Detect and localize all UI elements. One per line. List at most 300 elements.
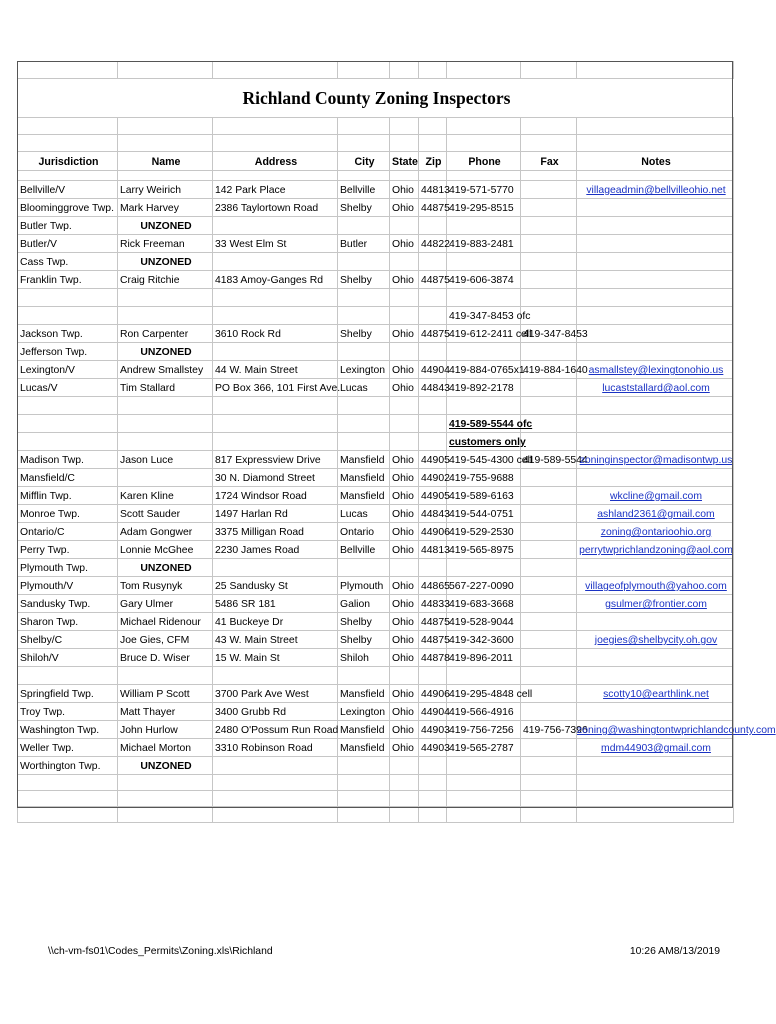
fax-cell [521,433,577,451]
unzoned-label: UNZONED [118,559,213,577]
email-link[interactable]: zoninginspector@madisontwp.us [579,455,733,466]
zip-cell [419,415,447,433]
table-row [18,523,734,541]
jurisdiction-cell: Bellville/V [18,181,118,199]
address-cell: 30 N. Diamond Street [213,469,338,487]
city-cell: Mansfield [338,487,390,505]
jurisdiction-cell: Springfield Twp. [18,685,118,703]
empty-cell [338,559,390,577]
header-fax: Fax [521,152,577,171]
empty-cell [18,775,118,791]
phone-cell: 419-892-2178 [447,379,521,397]
name-cell: Tim Stallard [118,379,213,397]
name-cell: Gary Ulmer [118,595,213,613]
city-cell: Bellville [338,541,390,559]
jurisdiction-cell: Butler/V [18,235,118,253]
empty-cell [118,289,213,307]
state-cell [390,415,419,433]
name-cell: Jason Luce [118,451,213,469]
empty-cell [521,253,577,271]
phone-cell: 419-883-2481 [447,235,521,253]
empty-cell [419,667,447,685]
zip-cell: 44813 [419,541,447,559]
empty-cell [338,253,390,271]
empty-cell [338,343,390,361]
address-cell: 1497 Harlan Rd [213,505,338,523]
empty-cell [213,343,338,361]
city-cell: Shelby [338,271,390,289]
empty-cell [118,791,213,807]
table-row [18,325,734,343]
empty-cell [338,757,390,775]
notes-cell [577,487,734,505]
unzoned-label: UNZONED [118,253,213,271]
city-cell: Mansfield [338,721,390,739]
name-cell: William P Scott [118,685,213,703]
table-row [18,217,734,235]
jurisdiction-cell: Shelby/C [18,631,118,649]
state-cell: Ohio [390,631,419,649]
header-zip: Zip [419,152,447,171]
table-row [18,271,734,289]
fax-cell [521,595,577,613]
page-title: Richland County Zoning Inspectors [18,79,734,118]
zip-cell [419,433,447,451]
city-cell: Bellville [338,181,390,199]
zip-cell: 44904 [419,361,447,379]
empty-cell [338,667,390,685]
empty-cell [118,397,213,415]
name-cell: Bruce D. Wiser [118,649,213,667]
empty-cell [390,289,419,307]
fax-cell [521,613,577,631]
address-cell [213,433,338,451]
empty-cell [213,775,338,791]
notes-cell [577,469,734,487]
address-cell: 3400 Grubb Rd [213,703,338,721]
phone-cell: 419-528-9044 [447,613,521,631]
notes-cell [577,703,734,721]
empty-cell [390,559,419,577]
zoning-inspectors-sheet [17,61,776,823]
empty-cell [521,791,577,807]
city-cell: Shelby [338,631,390,649]
spacer-row [18,171,734,181]
jurisdiction-cell: Plymouth/V [18,577,118,595]
table-row [18,541,734,559]
empty-cell [390,807,419,823]
zip-cell: 44813 [419,181,447,199]
phone-cell: 419-755-9688 [447,469,521,487]
empty-cell [419,757,447,775]
email-link[interactable]: wkcline@gmail.com [610,491,702,502]
empty-cell [521,775,577,791]
name-cell: Scott Sauder [118,505,213,523]
city-cell: Mansfield [338,685,390,703]
empty-cell [390,343,419,361]
phone-cell: 419-606-3874 [447,271,521,289]
empty-cell [419,775,447,791]
address-cell: 5486 SR 181 [213,595,338,613]
phone-cell: 419-589-6163 [447,487,521,505]
name-cell: Larry Weirich [118,181,213,199]
inspectors-table [17,61,776,823]
notes-cell [577,721,776,739]
empty-cell [521,217,577,235]
address-cell: 142 Park Place [213,181,338,199]
email-link[interactable]: villageadmin@bellvilleohio.net [586,185,726,196]
name-cell: Michael Morton [118,739,213,757]
email-link[interactable]: asmallstey@lexingtonohio.us [588,365,724,376]
empty-cell [338,289,390,307]
empty-cell [447,253,521,271]
empty-cell [419,807,447,823]
state-cell [390,307,419,325]
city-cell [338,307,390,325]
empty-cell [390,791,419,807]
jurisdiction-cell: Franklin Twp. [18,271,118,289]
phone-cell: 419-756-7256 [447,721,521,739]
notes-cell [577,739,734,757]
zip-cell: 44905 [419,451,447,469]
notes-cell [577,595,734,613]
name-cell: Ron Carpenter [118,325,213,343]
header-phone: Phone [447,152,521,171]
jurisdiction-cell: Lucas/V [18,379,118,397]
empty-cell [577,667,734,685]
fax-cell [521,181,577,199]
empty-cell [577,217,734,235]
email-link[interactable]: zoning@ontarioohio.org [600,527,712,538]
empty-cell [213,667,338,685]
empty-cell [118,807,213,823]
name-cell: Matt Thayer [118,703,213,721]
empty-cell [213,217,338,235]
jurisdiction-cell: Perry Twp. [18,541,118,559]
phone-cell: 419-295-4848 cell [447,685,521,703]
table-row [18,757,734,775]
jurisdiction-cell: Monroe Twp. [18,505,118,523]
fax-cell [521,199,577,217]
fax-cell [521,649,577,667]
address-cell: 44 W. Main Street [213,361,338,379]
state-cell: Ohio [390,505,419,523]
empty-cell [390,397,419,415]
zip-cell: 44906 [419,523,447,541]
notes-cell [577,325,734,343]
table-row [18,253,734,271]
zip-cell: 44905 [419,487,447,505]
header-row [18,152,734,171]
notes-cell [577,307,734,325]
jurisdiction-cell [18,307,118,325]
state-cell: Ohio [390,487,419,505]
state-cell: Ohio [390,577,419,595]
empty-cell [419,397,447,415]
jurisdiction-cell: Mansfield/C [18,469,118,487]
header-state: State [390,152,419,171]
fax-cell [521,541,577,559]
fax-cell: 419-347-8453 [521,325,577,343]
jurisdiction-cell: Jefferson Twp. [18,343,118,361]
address-cell: 3610 Rock Rd [213,325,338,343]
table-row [18,505,734,523]
email-link[interactable]: villageofplymouth@yahoo.com [585,581,727,592]
empty-cell [447,667,521,685]
state-cell: Ohio [390,379,419,397]
state-cell: Ohio [390,451,419,469]
empty-cell [577,807,734,823]
address-cell: 3310 Robinson Road [213,739,338,757]
empty-cell [338,217,390,235]
name-cell: Karen Kline [118,487,213,505]
empty-cell [419,791,447,807]
state-cell: Ohio [390,235,419,253]
city-cell: Mansfield [338,739,390,757]
city-cell: Mansfield [338,469,390,487]
table-row [18,361,734,379]
table-row [18,199,734,217]
empty-cell [419,253,447,271]
name-cell: Adam Gongwer [118,523,213,541]
empty-cell [447,791,521,807]
address-cell: 3375 Milligan Road [213,523,338,541]
empty-cell [577,791,734,807]
address-cell: 15 W. Main St [213,649,338,667]
state-cell: Ohio [390,361,419,379]
notes-cell [577,199,734,217]
empty-cell [18,807,118,823]
empty-cell [390,253,419,271]
jurisdiction-cell: Cass Twp. [18,253,118,271]
phone-cell: 419-683-3668 [447,595,521,613]
address-cell: 2386 Taylortown Road [213,199,338,217]
notes-cell [577,271,734,289]
zip-cell: 44904 [419,703,447,721]
empty-cell [419,289,447,307]
email-link[interactable]: gsulmer@frontier.com [605,599,707,610]
table-row [18,343,734,361]
empty-cell [521,397,577,415]
address-cell: 817 Expressview Drive [213,451,338,469]
phone-cell: 419-884-0765x1 [447,361,521,379]
table-row [18,415,734,433]
address-cell [213,415,338,433]
zip-cell: 44906 [419,685,447,703]
address-cell: 43 W. Main Street [213,631,338,649]
email-link[interactable]: joegies@shelbycity.oh.gov [594,635,718,646]
notes-cell [577,415,734,433]
phone-cell: 419-545-4300 cell [447,451,521,469]
city-cell: Galion [338,595,390,613]
spacer-row [18,118,734,135]
header-city: City [338,152,390,171]
notes-cell [577,685,734,703]
empty-cell [213,791,338,807]
spacer-row [18,791,734,807]
empty-cell [577,775,734,791]
notes-cell [577,523,734,541]
empty-cell [419,217,447,235]
spacer-row [18,62,734,79]
state-cell: Ohio [390,325,419,343]
phone-cell: 419-342-3600 [447,631,521,649]
zip-cell: 44843 [419,379,447,397]
fax-cell: 419-756-7396 [521,721,577,739]
jurisdiction-cell: Weller Twp. [18,739,118,757]
fax-cell [521,235,577,253]
empty-cell [577,397,734,415]
address-cell [213,307,338,325]
state-cell: Ohio [390,595,419,613]
name-cell: Craig Ritchie [118,271,213,289]
empty-cell [18,791,118,807]
city-cell: Shelby [338,199,390,217]
fax-cell [521,505,577,523]
empty-cell [521,757,577,775]
empty-cell [213,559,338,577]
footer-file-path: \\ch-vm-fs01\Codes_Permits\Zoning.xls\Richland [48,946,273,957]
phone-cell: 419-896-2011 [447,649,521,667]
address-cell: 4183 Amoy-Ganges Rd [213,271,338,289]
state-cell: Ohio [390,649,419,667]
fax-cell: 419-884-1640 [521,361,577,379]
empty-cell [18,397,118,415]
empty-cell [447,807,521,823]
notes-cell [577,577,734,595]
notes-cell [577,361,734,379]
spacer-row [18,775,734,791]
phone-cell: 419-571-5770 [447,181,521,199]
table-row [18,451,734,469]
zip-cell: 44903 [419,739,447,757]
jurisdiction-cell: Washington Twp. [18,721,118,739]
unzoned-label: UNZONED [118,757,213,775]
city-cell: Shelby [338,613,390,631]
table-row [18,307,734,325]
empty-cell [338,397,390,415]
name-cell: Rick Freeman [118,235,213,253]
city-cell: Lexington [338,361,390,379]
table-row [18,235,734,253]
jurisdiction-cell: Madison Twp. [18,451,118,469]
address-cell: 3700 Park Ave West [213,685,338,703]
name-cell: Mark Harvey [118,199,213,217]
zip-cell: 44822 [419,235,447,253]
empty-cell [390,757,419,775]
state-cell: Ohio [390,613,419,631]
empty-cell [118,775,213,791]
zip-cell: 44875 [419,325,447,343]
fax-cell [521,271,577,289]
empty-cell [577,757,734,775]
empty-cell [577,343,734,361]
table-row [18,487,734,505]
empty-cell [213,289,338,307]
unzoned-label: UNZONED [118,343,213,361]
empty-cell [213,757,338,775]
state-cell: Ohio [390,181,419,199]
name-cell [118,433,213,451]
jurisdiction-cell: Bloominggrove Twp. [18,199,118,217]
name-cell: Joe Gies, CFM [118,631,213,649]
empty-cell [447,397,521,415]
fax-cell [521,739,577,757]
header-name: Name [118,152,213,171]
email-link[interactable]: lucaststallard@aol.com [602,383,710,394]
name-cell: Andrew Smallstey [118,361,213,379]
notes-cell [577,505,734,523]
fax-cell [521,487,577,505]
header-notes: Notes [577,152,734,171]
empty-cell [338,775,390,791]
empty-cell [118,667,213,685]
empty-cell [419,559,447,577]
phone-cell: 419-544-0751 [447,505,521,523]
empty-cell [447,289,521,307]
jurisdiction-cell: Troy Twp. [18,703,118,721]
state-cell: Ohio [390,199,419,217]
empty-cell [213,253,338,271]
phone-cell: 419-529-2530 [447,523,521,541]
zip-cell: 44833 [419,595,447,613]
email-link[interactable]: perrytwprichlandzoning@aol.com [579,545,733,556]
empty-cell [521,667,577,685]
fax-cell [521,469,577,487]
notes-cell [577,181,734,199]
table-row [18,595,734,613]
empty-cell [338,807,390,823]
table-row [18,685,734,703]
name-cell: Tom Rusynyk [118,577,213,595]
empty-cell [521,343,577,361]
table-row [18,559,734,577]
notes-cell [577,235,734,253]
unzoned-label: UNZONED [118,217,213,235]
jurisdiction-cell: Mifflin Twp. [18,487,118,505]
phone-cell: 567-227-0090 [447,577,521,595]
email-link[interactable]: mdm44903@gmail.com [601,743,711,754]
name-cell [118,469,213,487]
city-cell: Butler [338,235,390,253]
phone-cell: 419-347-8453 ofc [447,307,521,325]
name-cell: John Hurlow [118,721,213,739]
empty-cell [577,559,734,577]
empty-cell [390,667,419,685]
table-row [18,631,734,649]
jurisdiction-cell [18,433,118,451]
state-cell: Ohio [390,703,419,721]
phone-cell: 419-565-2787 [447,739,521,757]
jurisdiction-cell: Ontario/C [18,523,118,541]
state-cell: Ohio [390,721,419,739]
notes-cell [577,433,734,451]
address-cell: 25 Sandusky St [213,577,338,595]
email-link[interactable]: zoning@washingtontwprichlandcounty.com [577,725,776,736]
fax-cell [521,631,577,649]
phone-cell: 419-612-2411 cell [447,325,521,343]
jurisdiction-cell: Worthington Twp. [18,757,118,775]
state-cell: Ohio [390,541,419,559]
email-link[interactable]: scotty10@earthlink.net [603,689,709,700]
empty-cell [521,807,577,823]
empty-cell [447,559,521,577]
table-row [18,739,734,757]
state-cell: Ohio [390,271,419,289]
email-link[interactable]: ashland2361@gmail.com [597,509,715,520]
phone-cell: customers only [447,433,521,451]
jurisdiction-cell: Sharon Twp. [18,613,118,631]
